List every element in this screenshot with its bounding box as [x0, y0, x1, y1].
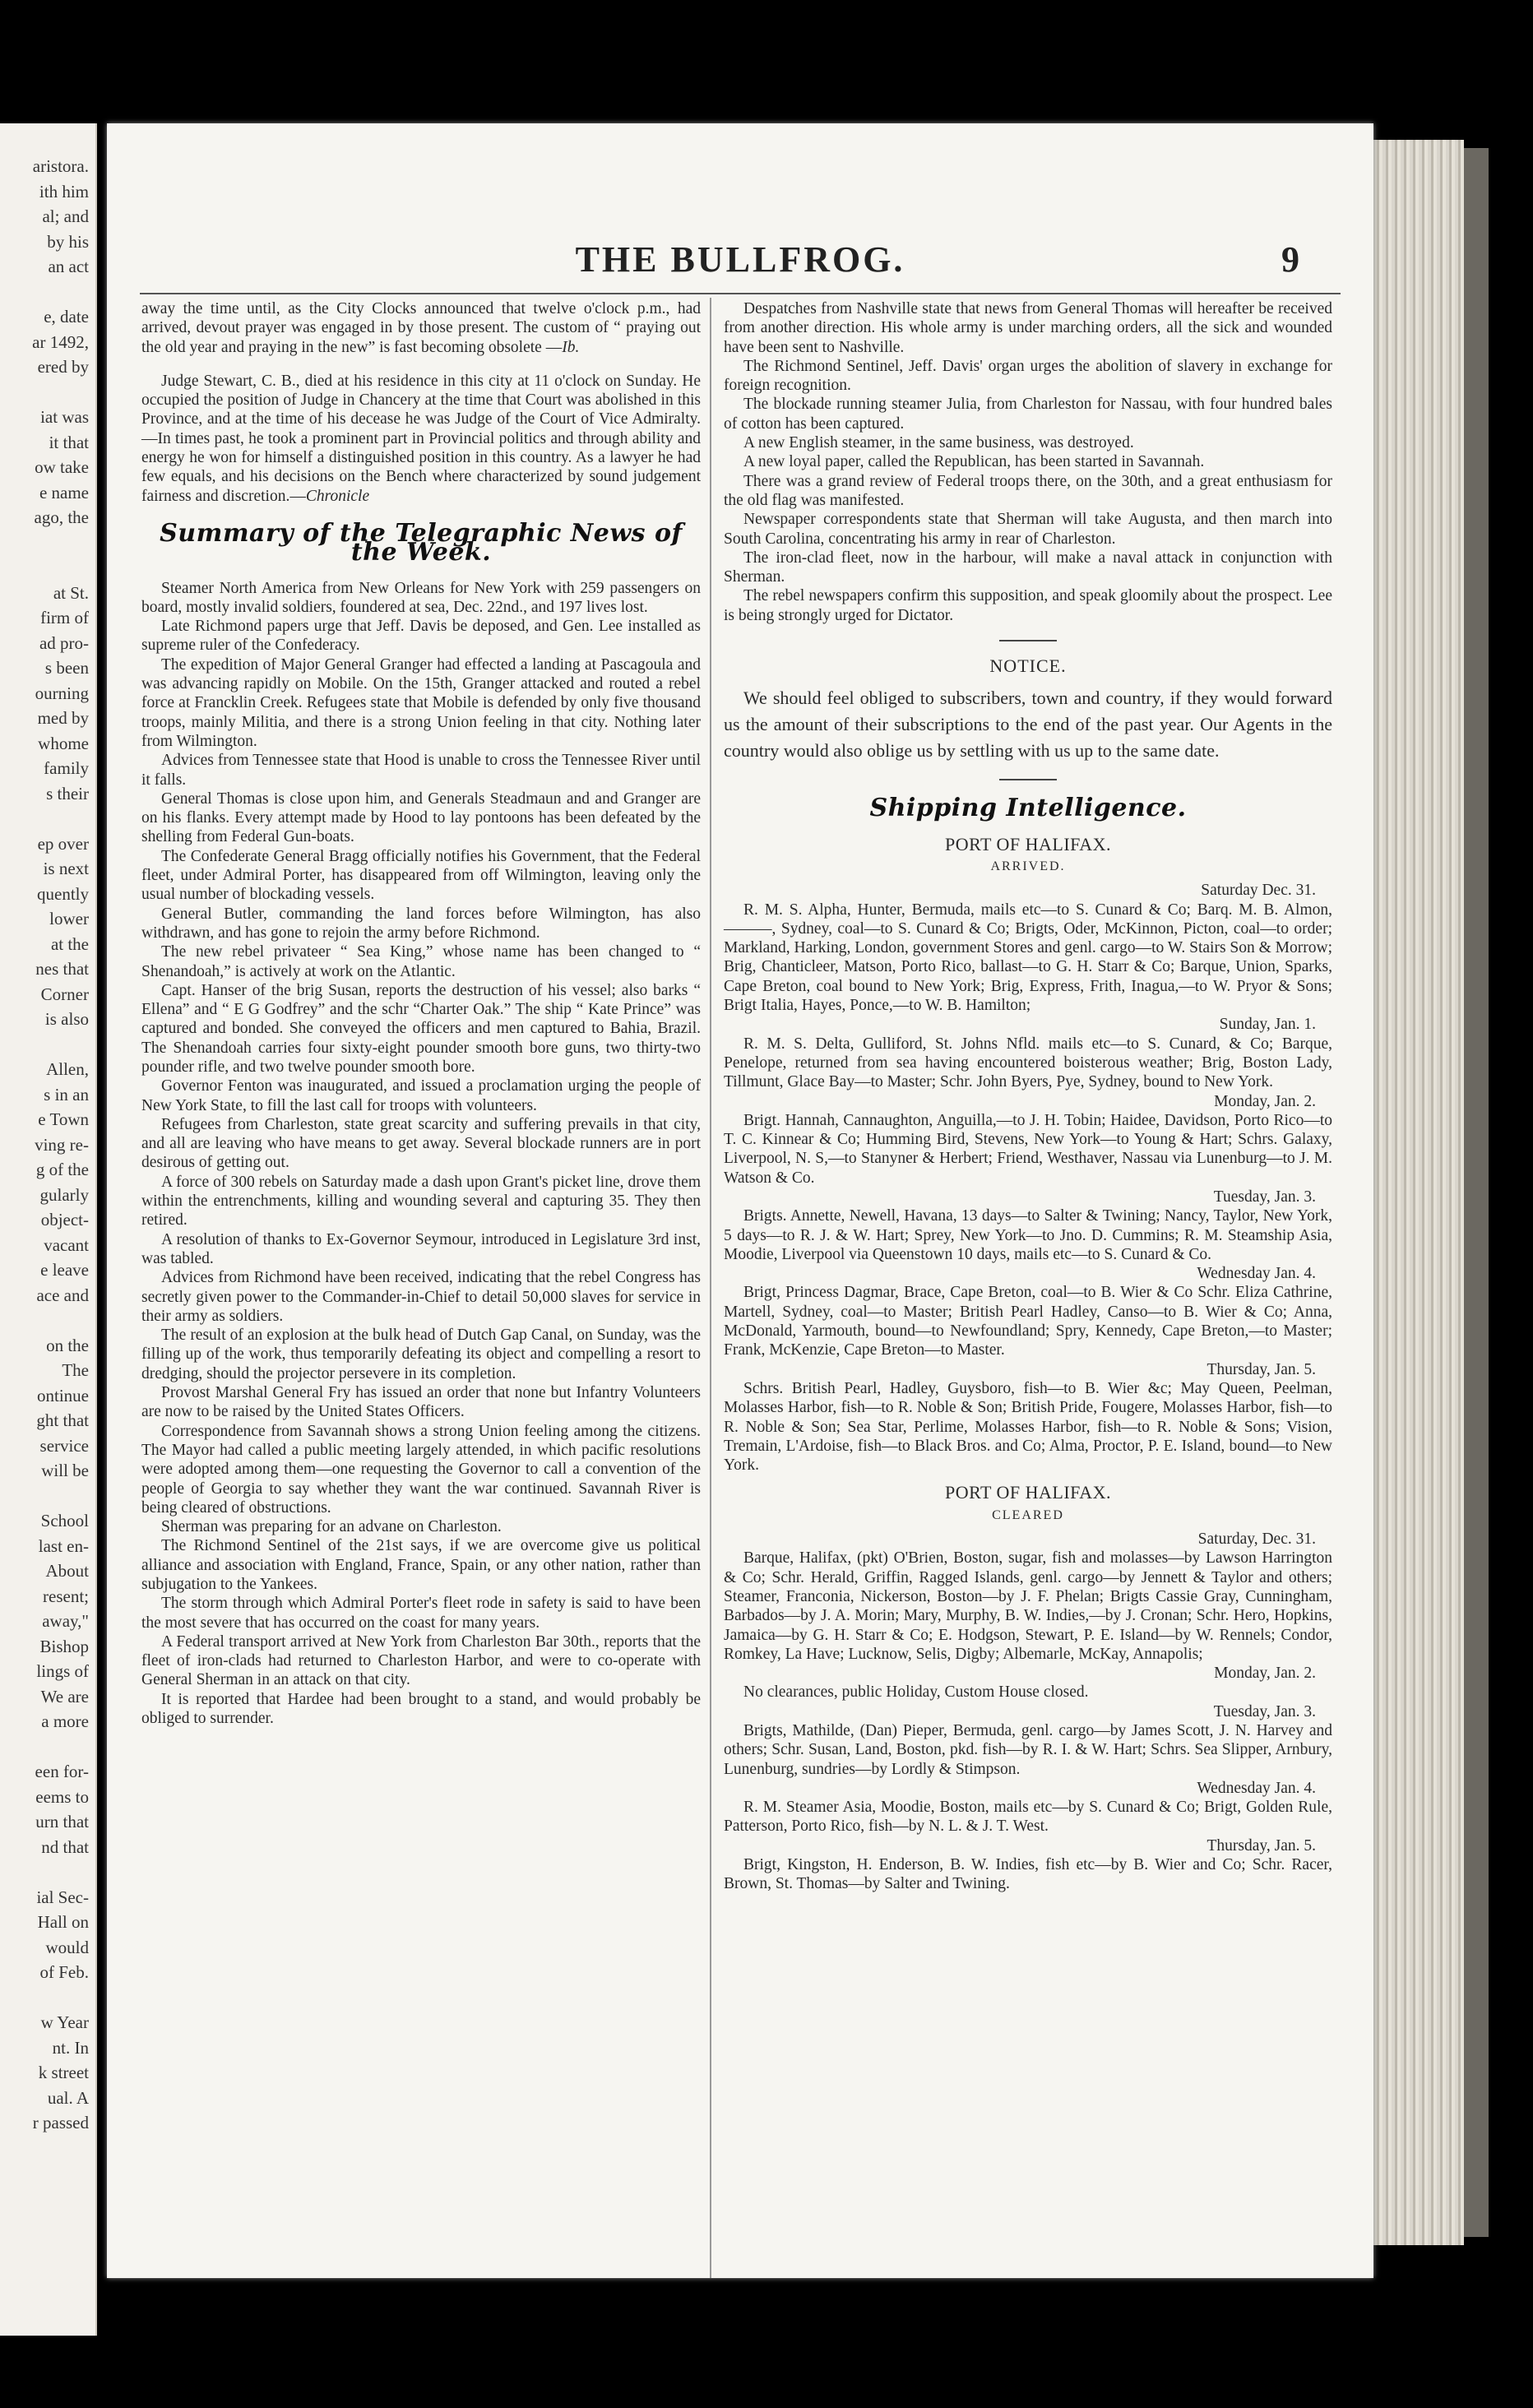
prev-page-line: ght that — [36, 1410, 89, 1430]
prev-page-line: object- — [40, 1210, 89, 1229]
prev-page-line: The — [62, 1360, 89, 1380]
prev-page-line: We are — [40, 1686, 89, 1706]
prev-page-line: service — [39, 1435, 89, 1456]
prev-page-line: ago, the — [34, 507, 89, 527]
prev-page-line: aristora. — [32, 156, 89, 176]
prev-page-line: Corner — [40, 984, 89, 1004]
shipping-date: Tuesday, Jan. 3. — [1213, 1702, 1316, 1720]
news-item: The iron-clad fleet, now in the harbour, will make a naval attack in conjunction with Sherman. — [724, 549, 1332, 586]
news-item: The Richmond Sentinel of the 21st says, if we are overcome give us political alliance and association with England, France, Spain, or any other nation, rather than subjugation to the Yankees. — [141, 1537, 701, 1593]
news-item: Despatches from Nashville state that news from General Thomas will hereafter be received from another direction. His whole army is under marching orders, all the sick and wounded have been sent to Nashville. — [724, 300, 1332, 356]
news-item: Sherman was preparing for an advane on Charleston. — [161, 1518, 502, 1536]
news-item: General Thomas is close upon him, and Generals Steadmaun and and Granger are on his flanks. Every attempt made by Hood to lay pontoons has been defeated by the shelling from Federal Gun-boats. — [141, 790, 701, 846]
shipping-entry: Brigt, Kingston, H. Enderson, B. W. Indies, fish etc—by B. Wier and Co; Schr. Racer, Brown, St. Thomas—by Salter and Twining. — [724, 1856, 1332, 1893]
news-item: There was a grand review of Federal troops there, on the 30th, and a great enthusiasm for the old flag was manifested. — [724, 472, 1332, 509]
shipping-date: Wednesday Jan. 4. — [1197, 1779, 1316, 1797]
header-rule — [140, 293, 1341, 294]
prev-page-line: of Feb. — [39, 1962, 89, 1982]
prev-page-line: quently — [37, 883, 89, 904]
prev-page-line: Hall on — [37, 1912, 89, 1932]
prev-page-line: an act — [48, 257, 89, 276]
notice-title: NOTICE. — [989, 655, 1067, 677]
shipping-section-title: Shipping Intelligence. — [869, 794, 1187, 823]
prev-page-line: gularly — [39, 1184, 89, 1205]
shipping-entry: Brigt. Hannah, Cannaughton, Anguilla,—to J. H. Tobin; Haidee, Davidson, Porto Rico—to T. C. Kinnear & Co; Humming Bird, Stevens, New York—to Young & Hart; Schrs. Galaxy, Liverpool, N. S,—to Stanyner & Herbert; Friend, Westhaver, Nassau via Lunenburg—to J. M. Watson & Co. — [724, 1111, 1332, 1187]
news-item: A new English steamer, in the same business, was destroyed. — [743, 434, 1134, 452]
prev-page-line: by his — [47, 231, 89, 252]
shipping-date: Thursday, Jan. 5. — [1206, 1360, 1316, 1378]
previous-page-fragment — [0, 123, 97, 2336]
prev-page-line: ving re- — [35, 1134, 89, 1155]
prev-page-line: s been — [44, 658, 89, 678]
prev-page-line: ace and — [36, 1285, 89, 1305]
summary-section-title: Summary of the Telegraphic News of the Week. — [160, 518, 683, 567]
prev-page-line: at the — [50, 933, 89, 954]
page-header — [107, 238, 1373, 288]
prev-page-line: ual. A — [47, 2087, 89, 2108]
news-item: The Richmond Sentinel, Jeff. Davis' organ urges the abolition of slavery in exchange for foreign recognition. — [724, 357, 1332, 395]
prev-page-line: family — [44, 758, 89, 778]
shipping-entry: Brigt, Princess Dagmar, Brace, Cape Breton, coal—to B. Wier & Co Schr. Eliza Cathrine, Martell, Sydney, coal—to Master; British Pearl Hadley, Canso—to B. Wier & Co; Anna, McDonald, Yarmouth, bound—to Newfoundland; Spry, Kennedy, Cape Breton,—to Master; Frank, McKenzie, Cape Breton—to Master. — [724, 1284, 1332, 1359]
news-item: Refugees from Charleston, state great scarcity and suffering prevails in that city, and all are leaving who have means to get away. Several blockade runners are in port desirous of getting out. — [141, 1115, 701, 1172]
prev-page-line: whome — [38, 733, 89, 753]
prev-page-line: away," — [42, 1611, 89, 1631]
prev-page-line: eems to — [35, 1786, 89, 1807]
prev-page-line: About — [45, 1561, 89, 1581]
news-item: Provost Marshal General Fry has issued an order that none but Infantry Volunteers are now to be raised by the United States Officers. — [141, 1384, 701, 1421]
news-item: General Butler, commanding the land forces before Wilmington, has also withdrawn, and has gone to rejoin the army before Richmond. — [141, 905, 701, 942]
newspaper-page — [107, 123, 1373, 2278]
notice-text: We should feel obliged to subscribers, town and country, if they would forward us the amount of their subscriptions to the end of the past year. Our Agents in the country would also oblige us by settling with us up to the same date. — [724, 688, 1332, 762]
news-item: The new rebel privateer “ Sea King,” whose name has been changed to “ Shenandoah,” is actively at work on the Atlantic. — [141, 943, 701, 980]
news-item: The blockade running steamer Julia, from Charleston for Nassau, with four hundred bales of cotton has been captured. — [724, 396, 1332, 433]
prev-page-line: ered by — [37, 357, 89, 377]
shipping-entry: No clearances, public Holiday, Custom House closed. — [743, 1683, 1089, 1702]
prev-page-line: al; and — [42, 206, 89, 226]
shipping-entry: R. M. S. Alpha, Hunter, Bermuda, mails etc—to S. Cunard & Co; Barq. M. B. Almon, ———, Sydney, coal—to S. Cunard & Co; Brigts, Oder, McKinnon, Picton, coal—to order; Markland, Harking, London, government Stores and genl. cargo—to W. Stairs Son & Morrow; Brig, Chanticleer, Matson, Porto Rico, ballast—to G. H. Starr & Co; Barque, Union, Sparks, Cape Breton, coal bound to New York; Brig, Express, Frith, Inagua,—to W. Pryor & Sons; Brigt Italia, Hayes, Ponce,—to W. B. Hamilton; — [724, 901, 1333, 1015]
shipping-entry: Schrs. British Pearl, Hadley, Guysboro, fish—to B. Wier &c; May Queen, Peelman, Molasses Harbor, fish—to R. Noble & Son; British Pride, Fougere, Molasses Harbor, fish—to R. Noble & Son; Sea Star, Perlime, Molasses Harbor, fish—to R. Noble & Sons; Vision, Tremain, L'Ardoise, fish—to Black Bros. and Co; Alma, Proctor, P. E. Island, bound—to New York. — [724, 1379, 1332, 1475]
prev-page-line: een for- — [35, 1762, 89, 1781]
news-item: A resolution of thanks to Ex-Governor Seymour, introduced in Legislature 3rd inst, was tabled. — [141, 1230, 701, 1267]
masthead-title: THE BULLFROG. — [575, 239, 905, 280]
prev-page-line: Bishop — [39, 1636, 89, 1656]
prev-page-line: nt. In — [52, 2037, 89, 2058]
news-item: Advices from Tennessee state that Hood is unable to cross the Tennessee River until it falls. — [141, 752, 701, 789]
prev-page-line: s in an — [44, 1084, 89, 1104]
notice-rule — [999, 640, 1057, 641]
intro-paragraph: away the time until, as the City Clocks announced that twelve o'clock p.m., had arrived, devout prayer was engaged in by those present. The custom of “ praying out the old year and praying in the new” is fast becoming obsolete —Ib. — [141, 300, 701, 356]
cleared-port-title: PORT OF HALIFAX. — [944, 1482, 1112, 1503]
prev-page-line: ow take — [35, 457, 89, 477]
news-item: The result of an explosion at the bulk head of Dutch Gap Canal, on Sunday, was the filling up of the work, thus temporarily defeating its object and compelling a resort to dredging, should the projector persevere in its completion. — [141, 1327, 701, 1382]
prev-page-line: is also — [44, 1009, 89, 1029]
cleared-subtitle: CLEARED — [992, 1507, 1064, 1522]
prev-page-line: Allen, — [46, 1059, 89, 1079]
prev-page-line: iat was — [40, 407, 89, 427]
prev-page-line: k street — [38, 2063, 89, 2082]
news-item: A new loyal paper, called the Republican, has been started in Savannah. — [743, 453, 1205, 471]
news-item: Correspondence from Savannah shows a strong Union feeling among the citizens. The Mayor had called a public meeting largely attended, in which pacific resolutions were adopted among them—one requesting the Governor to call a convention of the people of Georgia to say whether they want the war continued. Savannah River is being cleared of obstructions. — [141, 1422, 701, 1517]
news-item: Late Richmond papers urge that Jeff. Davis be deposed, and Gen. Lee installed as supreme ruler of the Confederacy. — [141, 618, 701, 655]
prev-page-line: will be — [41, 1461, 89, 1480]
shipping-date: Monday, Jan. 2. — [1214, 1092, 1316, 1110]
news-item: The storm through which Admiral Porter's fleet rode in safety is said to have been the most severe that has occurred on the coast for many years. — [141, 1595, 701, 1632]
shipping-entry: R. M. S. Delta, Gulliford, St. Johns Nfld. mails etc—to S. Cunard, & Co; Barque, Penelope, returned from sea having encountered boisterous weather; Brig, Boston Lady, Tillmunt, Glace Bay—to Master; Schr. John Byers, Pye, Sydney, bound to New York. — [724, 1035, 1332, 1091]
prev-page-line: r passed — [32, 2113, 89, 2132]
prev-page-line: ontinue — [37, 1385, 89, 1405]
prev-page-line: would — [45, 1937, 89, 1957]
news-item: The Confederate General Bragg officially notifies his Government, that the Federal fleet, under Admiral Porter, has disappeared from off Wilmington, leaving only the usual number of blockading vessels. — [141, 847, 701, 904]
prev-page-line: med by — [37, 708, 89, 728]
prev-page-line: ar 1492, — [32, 331, 89, 352]
prev-page-line: e Town — [38, 1109, 89, 1129]
news-item: The expedition of Major General Granger had effected a landing at Pascagoula and was advancing rapidly on Mobile. On the 15th, Granger attacked and routed a rebel force at Francklin Creek. Refugees state that Mobile is defended by only five thousand troops, mainly Militia, and there is a strong Union feeling in that city. Nothing later from Wilmington. — [141, 655, 701, 750]
shipping-date: Saturday Dec. 31. — [1201, 882, 1316, 900]
shipping-date: Thursday, Jan. 5. — [1206, 1836, 1316, 1855]
shipping-date: Monday, Jan. 2. — [1214, 1665, 1316, 1683]
news-item: Governor Fenton was inaugurated, and issued a proclamation urging the people of New York State, to fill the last call for troops with volunteers. — [141, 1077, 701, 1114]
prev-page-line: urn that — [35, 1812, 89, 1831]
prev-page-line: is next — [43, 859, 89, 878]
prev-page-line: resent; — [43, 1586, 89, 1606]
shipping-rule — [999, 779, 1057, 780]
shipping-date: Saturday, Dec. 31. — [1197, 1530, 1316, 1549]
column-rule — [710, 298, 711, 2278]
shipping-date: Wednesday Jan. 4. — [1197, 1265, 1316, 1283]
shipping-entry: Brigts, Mathilde, (Dan) Pieper, Bermuda, genl. cargo—by James Scott, J. N. Harvey and others; Schr. Susan, Land, Boston, pkd. fish—by R. I. & W. Hart; Schrs. Sea Slipper, Arnbury, Lunenburg, sundries—by Lordly & Stimpson. — [724, 1722, 1332, 1778]
prev-page-line: ourning — [35, 683, 89, 703]
news-continued-list — [724, 299, 1332, 625]
news-item: A Federal transport arrived at New York from Charleston Bar 30th., reports that the fleet of iron-clads had returned to Charleston Harbor, and were to co-operate with General Sherman in an attack on that city. — [141, 1632, 701, 1689]
prev-page-line: lings of — [36, 1661, 89, 1681]
prev-page-line: at St. — [53, 582, 89, 603]
page-number: 9 — [1281, 239, 1299, 280]
prev-page-line: e, date — [44, 307, 89, 326]
news-item: Steamer North America from New Orleans for New York with 259 passengers on board, mostly invalid soldiers, foundered at sea, Dec. 22nd., and 197 lives lost. — [141, 579, 701, 616]
prev-page-line: School — [40, 1511, 89, 1530]
prev-page-line: s their — [46, 783, 89, 803]
prev-page-line: last en- — [38, 1535, 89, 1556]
news-item: Newspaper correspondents state that Sherman will take Augusta, and then march into South Carolina, concentrating his army in rear of Charleston. — [724, 511, 1332, 548]
summary-news-list — [141, 579, 701, 1729]
prev-page-line: lower — [49, 909, 89, 928]
prev-page-line: g of the — [35, 1160, 89, 1179]
news-item: It is reported that Hardee had been brought to a stand, and would probably be obliged to surrender. — [141, 1690, 701, 1728]
shipping-entry: Brigts. Annette, Newell, Havana, 13 days—to Salter & Twining; Nancy, Taylor, New York, 5 days—to R. J. & W. Hart; Sprey, New York—to Jno. D. Cummins; R. M. Steamship Asia, Moodie, Liverpool via Queenstown 10 days, mails etc—to S. Cunard & Co. — [724, 1207, 1332, 1263]
right-column — [724, 299, 1332, 1894]
shipping-date: Tuesday, Jan. 3. — [1213, 1188, 1316, 1206]
arrived-port-title: PORT OF HALIFAX. — [944, 833, 1112, 854]
prev-page-line: a more — [41, 1711, 89, 1731]
news-item: Advices from Richmond have been received, indicating that the rebel Congress has secretly given power to the Commander-in-Chief to detail 50,000 slaves for service in their army as soldiers. — [141, 1269, 701, 1325]
prev-page-line: e leave — [40, 1260, 89, 1280]
prev-page-line: nd that — [41, 1836, 89, 1857]
shipping-entry: Barque, Halifax, (pkt) O'Brien, Boston, sugar, fish and molasses—by Lawson Harrington & Co; Schr. Herald, Griffin, Ragged Islands, genl. cargo—by Jennett & Taylor and others; Steamer, Franconia, Nickerson, Boston—by J. F. Phelan; Brigts Cassie Gray, Cunningham, Barbados—by J. A. Morin; Mary, Murphy, B. W. Indies,—by J. Cronan; Schr. Hero, Hopkins, Jamaica—by G. H. Starr & Co; E. Hodgson, Stewart, P. E. Island—by W. Rennels; Condor, Romkey, La Have; Lucknow, Selis, Digby; Albemarle, McKay, Annapolis; — [724, 1549, 1332, 1663]
prev-page-line: firm of — [40, 608, 89, 627]
prev-page-line: vacant — [44, 1234, 89, 1255]
shipping-entry: R. M. Steamer Asia, Moodie, Boston, mails etc—by S. Cunard & Co; Brigt, Golden Rule, Patterson, Porto Rico, fish—by N. L. & J. T. West. — [724, 1799, 1332, 1836]
shipping-date: Sunday, Jan. 1. — [1219, 1016, 1316, 1034]
news-item: A force of 300 rebels on Saturday made a dash upon Grant's picket line, drove them within the entrenchments, killing and wounding several and capturing 35. They then retired. — [141, 1173, 701, 1229]
prev-page-line: ial Sec- — [36, 1887, 89, 1907]
news-item: The rebel newspapers confirm this supposition, and speak gloomily about the prospect. Lee is being strongly urged for Dictator. — [724, 587, 1332, 624]
prev-page-line: ep over — [37, 833, 89, 854]
cleared-entries — [724, 1530, 1332, 1894]
prev-page-line: ith him — [39, 181, 89, 201]
page-stack-edges — [1373, 140, 1464, 2245]
judge-stewart-paragraph: Judge Stewart, C. B., died at his residence in this city at 11 o'clock on Sunday. He occupied the position of Judge in Chancery at the time that Court was abolished in this Province, and at the time of his decease he was Judge of the Court of Vice Admiralty.—In times past, he took a prominent part in Provincial politics and through ability and energy he won for himself a distinguished position in this country. As a lawyer he had few equals, and his decisions on the Bench where characterized by sound judgement fairness and discretion.—Chronicle — [141, 372, 701, 505]
news-item: Capt. Hanser of the brig Susan, reports the destruction of his vessel; also barks “ Ellena” and “ E G Godfrey” and the schr “Charter Oak.” The ship “ Kate Prince” was captured and bonded. She conveyed the officers and men captured to Bahia, Brazil. The Shenandoah carries four sixty-eight pounder smooth bore guns, two thirty-two pounder rifle, and two twelve pounder smooth bore. — [141, 981, 701, 1076]
arrived-entries — [724, 881, 1332, 1475]
left-column — [141, 299, 701, 1728]
book-binding-edge — [1464, 148, 1489, 2237]
arrived-subtitle: ARRIVED. — [990, 859, 1066, 873]
prev-page-line: ad pro- — [39, 632, 89, 653]
prev-page-line: it that — [49, 432, 89, 452]
prev-page-line: nes that — [35, 959, 89, 979]
prev-page-line: on the — [46, 1335, 89, 1355]
prev-page-line: e name — [39, 482, 89, 502]
prev-page-line: w Year — [40, 2012, 89, 2032]
